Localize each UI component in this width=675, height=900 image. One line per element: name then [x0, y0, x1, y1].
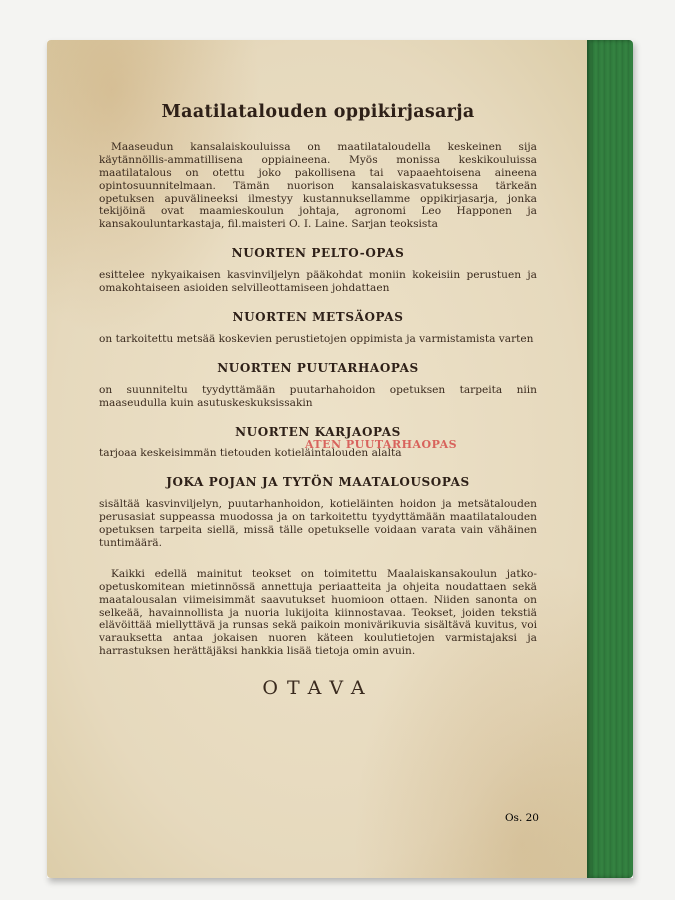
green-spine [587, 40, 633, 878]
intro-paragraph: Maaseudun kansalaiskouluissa on maatilataloudella keskeinen sija käytännöllis-ammatillisena oppiaineena. Myös monissa keskikouluissa maatilatalous on otettu joko pakollisena tai vapaaehtoisena aineena opintosuunnitelmaan. Tämän nuorison kansalaiskasvatuksessa tärkeän opetuksen apuvälineeksi ilmestyy kustannuksellamme oppikirjasarja, jonka tekijöinä ovat maamieskoulun johtaja, agronomi Leo Happonen ja kansakouluntarkastaja, fil.maisteri O. I. Laine. Sarjan teoksista [99, 140, 537, 231]
red-stamp-overlay: ATEN PUUTARHAOPAS [305, 438, 458, 451]
series-title: Maatilatalouden oppikirjasarja [161, 102, 475, 122]
publisher-name: OTAVA [262, 677, 374, 700]
book [47, 40, 633, 878]
cover-text [99, 98, 537, 700]
book-title-puutarha: NUORTEN PUUTARHAOPAS [217, 360, 419, 375]
book-desc-metsa: on tarkoitettu metsää koskevien perustietojen oppimista ja varmistamista varten [99, 332, 534, 345]
book-desc-pelto: esittelee nykyaikaisen kasvinviljelyn pääkohdat moniin kokeisiin perustuen ja omakohtaiseen asioiden selvilleottamiseen johdattaen [99, 269, 537, 295]
book-title-karja: NUORTEN KARJAOPAS [235, 424, 401, 439]
book-desc-puutarha: on suunniteltu tyydyttämään puutarhahoidon opetuksen tarpeita niin maaseudulla kuin asutuskeskuksissakin [99, 383, 537, 409]
book-desc-karja: tarjoaa keskeisimmän tietouden kotieläintalouden alalta [99, 447, 402, 460]
series-code: Os. 20 [504, 812, 539, 824]
closing-paragraph: Kaikki edellä mainitut teokset on toimitettu Maalaiskansakoulun jatko-opetuskomitean mietinnössä annettuja periaatteita ja ohjeita noudattaen sekä maatalousalan viimeisimmät saavutukset huomioon ottaen. Niiden sanonta on selkeää, havainnollista ja nuoria lukijoita kiinnostavaa. Teokset, joiden tekstiä elävöittää miellyttävä ja runsas sekä paikoin monivärikuvia sisältävä kuvitus, voi varauksetta antaa jokaisen nuoren käteen koulutietojen varmistajaksi ja harrastuksen herättäjäksi hankkia lisää tietoja omin avuin. [99, 567, 537, 658]
book-title-metsa: NUORTEN METSÄOPAS [232, 309, 404, 324]
book-desc-maatalous: sisältää kasvinviljelyn, puutarhanhoidon, kotieläinten hoidon ja metsätalouden perusasiat suppeassa muodossa ja on tarkoitettu tyydyttämään maatilatalouden opetuksen tarpeita siellä, missä tälle opetukselle voidaan varata vain vähäinen tuntimäärä. [99, 498, 537, 549]
back-cover [47, 40, 587, 878]
book-title-pelto: NUORTEN PELTO-OPAS [231, 246, 405, 261]
book-title-maatalous: JOKA POJAN JA TYTÖN MAATALOUSOPAS [166, 475, 470, 490]
